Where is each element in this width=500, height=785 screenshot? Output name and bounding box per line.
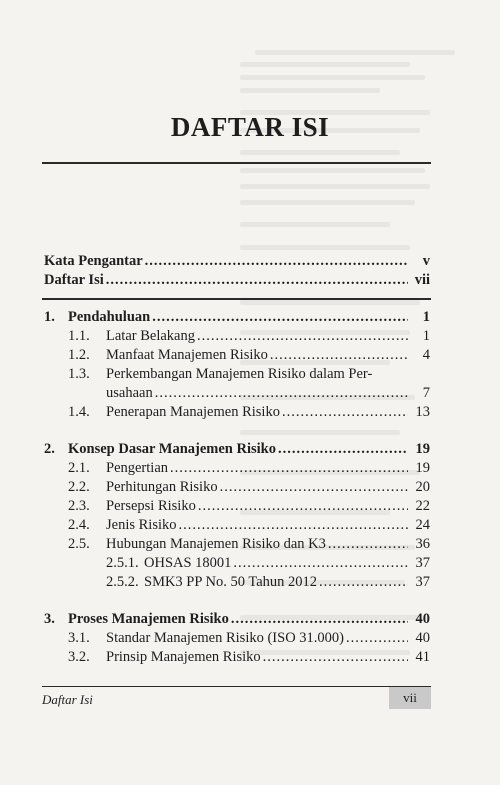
toc-entry-number: 3.1. [68,630,90,646]
toc-entry-number: 1. [44,309,55,325]
toc-entry [44,327,430,346]
page-title: DAFTAR ISI [170,112,330,142]
toc-entry [44,648,430,667]
toc-entry-number: 2. [44,441,55,457]
toc-entry-label: usahaan [106,385,153,401]
toc-entry-page: 7 [422,385,430,401]
toc-entry-label: Pendahuluan [68,309,151,325]
dot-leader [106,271,408,290]
page-footer [42,686,431,711]
toc-entry-page: 19 [415,460,430,476]
table-of-contents [44,252,430,667]
dot-leader [197,327,408,346]
toc-entry-label: Manfaat Manajemen Risiko [106,347,268,363]
toc-entry-number: 3.2. [68,649,90,665]
toc-entry-label: Penerapan Manajemen Risiko [106,404,280,420]
toc-entry [44,554,430,573]
toc-entry-label: Prinsip Manajemen Risiko [106,649,261,665]
toc-entry [44,478,430,497]
toc-entry-label: Latar Belakang [106,328,195,344]
toc-entry [44,440,430,459]
toc-entry-number: 2.1. [68,460,90,476]
toc-entry-page: 40 [415,611,430,627]
toc-entry-page: 1 [422,309,430,325]
toc-entry-label: Perkembangan Manajemen Risiko dalam Per- [106,366,373,382]
toc-entry-page: 20 [415,479,430,495]
title-underline [42,162,431,164]
toc-entry [44,365,430,384]
toc-entry [44,459,430,478]
toc-entry-number: 2.5.1. [106,555,139,571]
dot-leader [278,440,408,459]
dot-leader [155,384,408,403]
toc-entry-number: 2.3. [68,498,90,514]
toc-entry-page: 41 [415,649,430,665]
toc-entry-number: 2.5.2. [106,574,139,590]
toc-entry-number: 3. [44,611,55,627]
toc-entry-number: 2.4. [68,517,90,533]
toc-entry [44,516,430,535]
toc-entry-label: Proses Manajemen Risiko [68,611,229,627]
toc-entry [44,573,430,592]
toc-entry-number: 1.4. [68,404,90,420]
front-matter-divider [42,298,431,300]
toc-entry [44,497,430,516]
dot-leader [233,554,408,573]
toc-entry-label: SMK3 PP No. 50 Tahun 2012 [144,574,318,590]
toc-entry [44,610,430,629]
toc-entry-number: 1.1. [68,328,90,344]
toc-entry-number: 2.2. [68,479,90,495]
toc-entry-label: Kata Pengantar [44,253,143,269]
toc-entry-page: 40 [415,630,430,646]
dot-leader [152,308,408,327]
toc-entry-page: 22 [415,498,430,514]
toc-entry [44,384,430,403]
dot-leader [170,459,408,478]
toc-entry-number: 1.2. [68,347,90,363]
dot-leader [220,478,408,497]
toc-entry-page: 4 [422,347,430,363]
toc-entry [44,629,430,648]
toc-entry [44,271,430,290]
toc-entry-label: Daftar Isi [44,272,104,288]
toc-entry [44,535,430,554]
toc-entry-page: 13 [415,404,430,420]
toc-entry [44,252,430,271]
toc-entry-label: Persepsi Risiko [106,498,196,514]
toc-entry-page: 19 [415,441,430,457]
dot-leader [282,403,408,422]
toc-entry-page: v [422,253,430,269]
dot-leader [145,252,408,271]
toc-entry-page: 36 [415,536,430,552]
dot-leader [346,629,408,648]
toc-entry-number: 1.3. [68,366,90,382]
toc-entry-page: 37 [415,555,430,571]
toc-entry-label: Perhitungan Risiko [106,479,218,495]
toc-entry-label: Konsep Dasar Manajemen Risiko [68,441,276,457]
dot-leader [319,573,408,592]
toc-entry-number: 2.5. [68,536,90,552]
toc-entry-page: vii [414,272,430,288]
dot-leader [270,346,408,365]
dot-leader [263,648,408,667]
dot-leader [231,610,408,629]
toc-entry-page: 1 [422,328,430,344]
dot-leader [179,516,409,535]
dot-leader [328,535,408,554]
page-number: vii [389,687,431,709]
dot-leader [198,497,408,516]
toc-entry-page: 24 [415,517,430,533]
toc-entry-page: 37 [415,574,430,590]
toc-entry-label: OHSAS 18001 [144,555,232,571]
toc-entry-label: Pengertian [106,460,169,476]
toc-entry-label: Standar Manajemen Risiko (ISO 31.000) [106,630,345,646]
running-title: Daftar Isi [42,692,93,707]
toc-entry [44,346,430,365]
toc-entry-label: Hubungan Manajemen Risiko dan K3 [106,536,326,552]
toc-entry-label: Jenis Risiko [106,517,177,533]
toc-entry [44,403,430,422]
toc-entry [44,308,430,327]
